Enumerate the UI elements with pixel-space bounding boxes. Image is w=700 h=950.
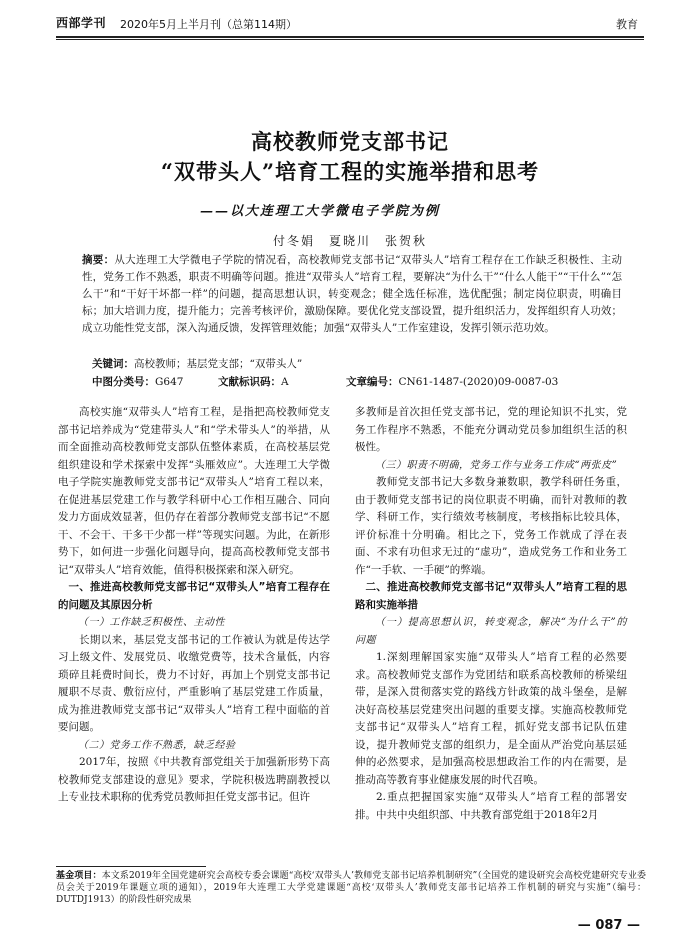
keywords: [92, 356, 302, 371]
body-column-left: [58, 404, 330, 807]
article-number-label: 文章编号：: [346, 376, 399, 388]
clc-number: [92, 374, 183, 389]
clc-label: 中图分类号：: [92, 376, 155, 388]
keywords-label: 关键词：: [92, 358, 134, 370]
subsection-heading: （一）提高思想认识，转变观念，解决“为什么干”的问题: [355, 617, 627, 646]
doc-code-value: A: [281, 376, 289, 388]
title-line-1: 高校教师党支部书记: [251, 129, 449, 154]
subsection-heading: （二）党务工作不熟悉，缺乏经验: [78, 739, 236, 751]
subsection-heading: （三）职责不明确，党务工作与业务工作成“两张皮”: [375, 459, 618, 471]
paragraph: 1.深刻理解国家实施“双带头人”培育工程的必然要求。高校教师党支部作为党团结和联系高校教师的桥梁纽带，是深入贯彻落实党的路线方针政策的战斗堡垒，是解决好高校基层党建突出问题的重要支撑。实施高校教师党支部书记“双带头人”培育工程，抓好党支部书记队伍建设，提升教师党支部的组织力，是全面从严治党向基层延伸的必然要求，是加强高校思想政治工作的内在需要，是推动高等教育事业健康发展的时代召唤。: [355, 651, 627, 786]
section-heading: 一、推进高校教师党支部书记“双带头人”培育工程存在的问题及其原因分析: [58, 581, 330, 611]
article-number-value: CN61-1487-(2020)09-0087-03: [398, 376, 559, 388]
footnote: [56, 870, 646, 906]
authors: 付冬娟 夏晓川 张贺秋: [272, 234, 427, 248]
document-code: [218, 374, 289, 389]
header-rule: [56, 36, 644, 38]
paragraph: 2.重点把握国家实施“双带头人”培育工程的部署安排。中共中央组织部、中共教育部党组于2018年2月: [355, 791, 627, 821]
body-column-right: [355, 404, 627, 824]
paragraph: 高校实施“双带头人”培育工程，是指把高校教师党支部书记培养成为“党建带头人”和“学术带头人”的举措，从而全面推动高校教师党支部队伍整体素质，在高校基层党组织建设和学术探索中发挥“头雁效应”。大连理工大学微电子学院实施教师党支部书记“双带头人”培育工程以来，在促进基层党建工作与教学科研中心工作相互融合、同向发力方面成效显著，但仍存在着部分教师党支部书记“不愿干、不会干、干多干少都一样”等现实问题。为此，在新形势下，如何进一步强化问题导向，提高高校教师党支部书记“双带头人”培育效能，值得积极探索和深入研究。: [58, 406, 330, 576]
journal-name: 西部学刊: [56, 16, 107, 30]
title-line-2: “双带头人”培育工程的实施举措和思考: [160, 159, 540, 184]
abstract-text: 从大连理工大学微电子学院的情况看，高校教师党支部书记“双带头人”培育工程存在工作缺乏积极性、主动性，党务工作不熟悉，职责不明确等问题。推进“双带头人”培育工程，要解决“为什么干”“什么人能干”“干什么”“怎么干”和“干好干坏都一样”的问题，提高思想认识，转变观念；健全选任标准，选优配强；制定岗位职责，明确目标；加大培训力度，提升能力；完善考核评价，激励保障。要优化党支部设置，提升组织活力，发挥组织育人功效；成立功能性党支部，深入沟通反馈，发挥管理效能；加强“双带头人”工作室建设，发挥引领示范功效。: [82, 254, 623, 334]
section-heading: 二、推进高校教师党支部书记“双带头人”培育工程的思路和实施举措: [355, 581, 627, 611]
paragraph: 教师党支部书记大多数身兼数职，教学科研任务重，由于教师党支部书记的岗位职责不明确，而针对教师的教学、科研工作，实行绩效考核制度，考核指标比较具体，评价标准十分明确。相比之下，党务工作就成了浮在表面、不求有功但求无过的“虚功”，造成党务工作和业务工作“一手软、一手硬”的弊端。: [355, 476, 627, 576]
footnote-label: 基金项目：: [56, 871, 102, 881]
issue-info: 2020年5月上半月刊（总第114期）: [120, 18, 297, 31]
paragraph: 长期以来，基层党支部书记的工作被认为就是传达学习上级文件、发展党员、收缴党费等，技术含量低，内容琐碎且耗费时间长，费力不讨好，再加上个别党支部书记履职不尽责、敷衍应付，严重影响了基层党建工作质量，成为推进教师党支部书记“双带头人”培育工程中面临的首要问题。: [58, 633, 330, 733]
section-label: 教育: [616, 18, 638, 31]
page-number: — 087 —: [577, 918, 640, 933]
keywords-text: 高校教师；基层党支部；“双带头人”: [134, 358, 303, 370]
paragraph: 多教师是首次担任党支部书记，党的理论知识不扎实，党务工作程序不熟悉，不能充分调动党员参加组织生活的积极性。: [355, 406, 627, 453]
footnote-rule: [56, 866, 206, 867]
paragraph: 2017年，按照《中共教育部党组关于加强新形势下高校教师党支部建设的意见》要求，学院积极选聘副教授以上专业技术职称的优秀党员教师担任党支部书记。但许: [58, 756, 330, 803]
subtitle: ——以大连理工大学微电子学院为例: [200, 204, 441, 219]
abstract-label: 摘要：: [82, 254, 115, 266]
footnote-text: 本文系2019年全国党建研究会高校专委会课题“高校‘双带头人’教师党支部书记培养机制研究”（全国党的建设研究会高校党建研究专业委员会关于2019年课题立项的通知），2019年大连理工大学党建课题“高校‘双带头人’教师党支部书记培养工作机制的研究与实施”（编号：DUTDJ1913）的阶段性研究成果: [56, 871, 646, 905]
subsection-heading: （一）工作缺乏积极性、主动性: [78, 617, 225, 628]
doc-code-label: 文献标识码：: [218, 376, 281, 388]
clc-value: G647: [155, 376, 184, 388]
header-rule-thin: [56, 39, 644, 40]
article-number: [346, 374, 558, 389]
abstract: [82, 252, 622, 337]
